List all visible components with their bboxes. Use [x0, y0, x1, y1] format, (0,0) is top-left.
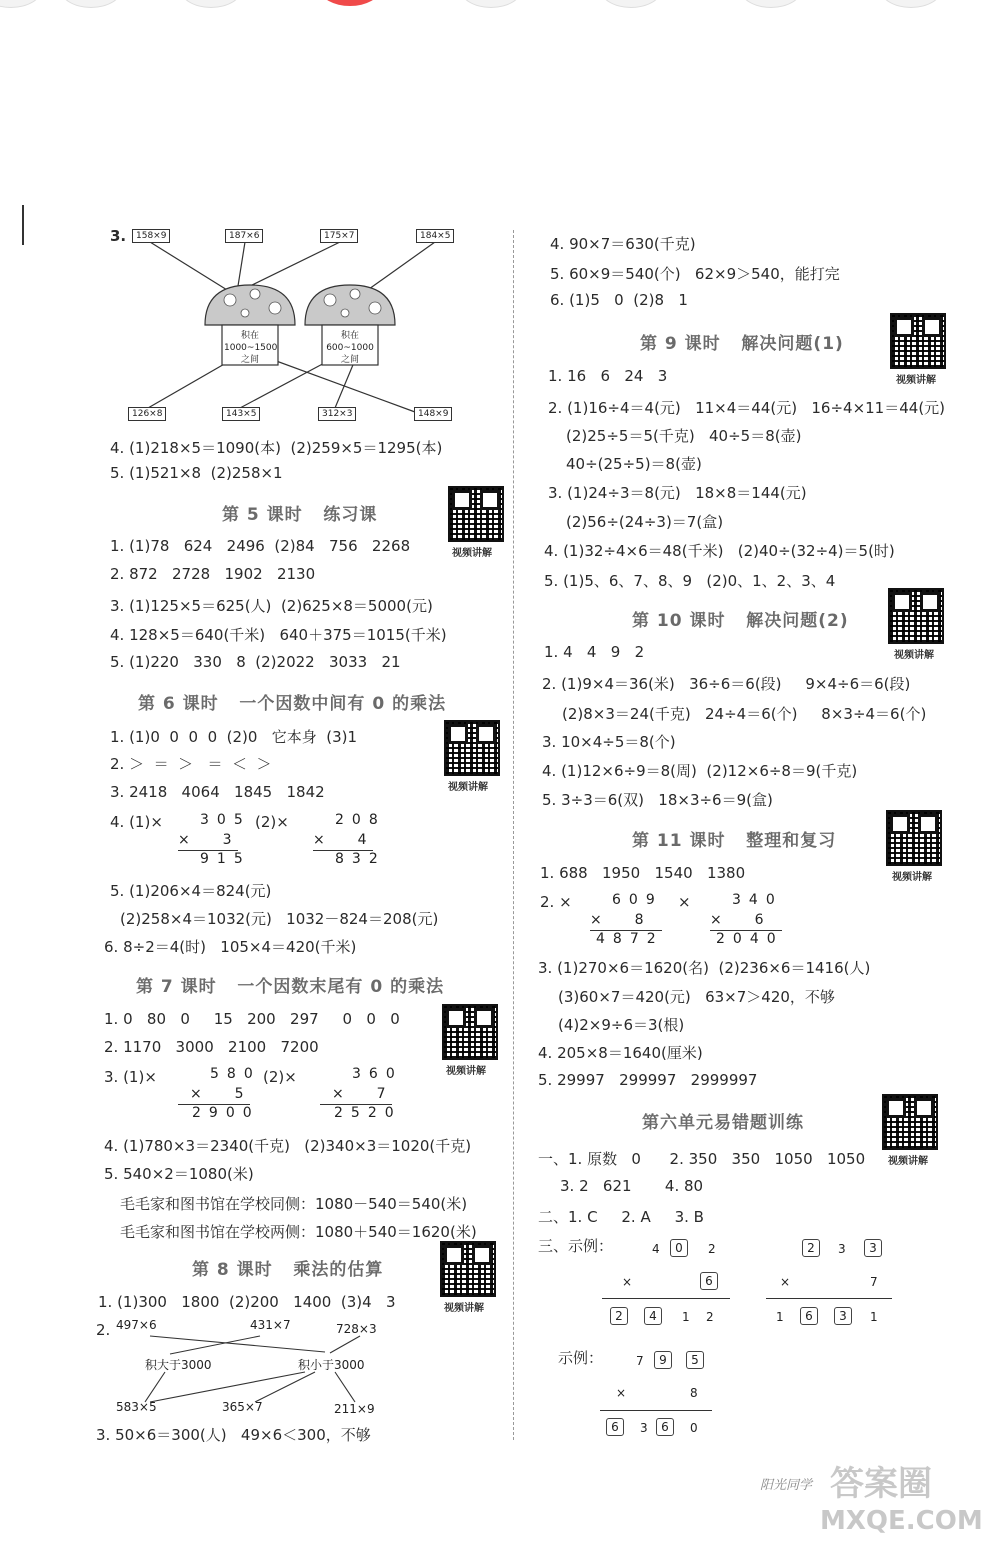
mushroom-label: 积在600~1000之间: [326, 331, 374, 365]
calc-multiplicand: 580: [210, 1066, 261, 1082]
estimation-item: 583×5: [116, 1400, 157, 1414]
answer-line: (2)56÷(24÷3)＝7(盒): [566, 513, 724, 531]
answer-line: 3. (1)24÷3＝8(元) 18×8＝144(元): [548, 484, 807, 502]
answer-line: 1. (1)0 0 0 0 (2)0 它本身 (3)1: [110, 728, 358, 746]
answer-line: 3. (1)×: [104, 1068, 157, 1086]
puzzle-box: 3: [834, 1307, 852, 1325]
puzzle-digit: 7: [870, 1275, 878, 1289]
qr-code-icon[interactable]: [440, 1241, 496, 1297]
answer-line: 三、示例：: [538, 1237, 614, 1255]
answer-line: 1. 16 6 24 3: [548, 367, 668, 385]
calc-result: 2900: [192, 1105, 260, 1121]
qr-caption: 视频讲解: [888, 1156, 928, 1167]
answer-line: 3. 2 621 4. 80: [560, 1177, 704, 1195]
estimation-category: 积小于3000: [298, 1358, 365, 1372]
q3-top-box: 184×5: [416, 229, 454, 243]
puzzle-box: 4: [644, 1307, 662, 1325]
qr-caption: 视频讲解: [448, 782, 488, 793]
answer-line: 5. (1)206×4＝824(元): [110, 882, 272, 900]
estimation-item: 728×3: [336, 1322, 377, 1336]
puzzle-digit: 3: [640, 1421, 648, 1435]
qr-caption: 视频讲解: [452, 548, 492, 559]
answer-line: 4. (1)32÷4×6＝48(千米) (2)40÷(32÷4)＝5(时): [544, 542, 895, 560]
top-decoration: [740, 0, 802, 8]
puzzle-digit: 1: [682, 1310, 690, 1324]
estimation-category: 积大于3000: [145, 1358, 212, 1372]
answer-line: (4)2×9÷6＝3(根): [558, 1016, 685, 1034]
puzzle-box: 3: [864, 1239, 882, 1257]
top-decoration: [460, 0, 522, 8]
qr-code-icon[interactable]: [444, 720, 500, 776]
calc-multiplier: × 3: [178, 832, 240, 848]
answer-line: 3. (1)125×5＝625(人) (2)625×8＝5000(元): [110, 597, 433, 615]
answer-line: 6. (1)5 0 (2)8 1: [550, 291, 688, 309]
puzzle-box: 9: [654, 1351, 672, 1369]
answer-line: 2.: [96, 1321, 111, 1339]
puzzle-digit: 0: [690, 1421, 698, 1435]
answer-line: 1. 688 1950 1540 1380: [540, 864, 746, 882]
answer-line: 一、1. 原数 0 2. 350 350 1050 1050: [538, 1150, 866, 1168]
multiply-sign: ×: [616, 1386, 627, 1400]
top-red-marker: [320, 0, 380, 6]
answer-line: 示例：: [558, 1349, 604, 1367]
q3-top-box: 158×9: [132, 229, 170, 243]
answer-line: 1. (1)300 1800 (2)200 1400 (3)4 3: [98, 1293, 396, 1311]
puzzle-digit: 2: [706, 1310, 714, 1324]
answer-line: 1. (1)78 624 2496 (2)84 756 2268: [110, 537, 411, 555]
top-decoration: [600, 0, 662, 8]
lesson-heading: 第 7 课时 一个因数末尾有 0 的乘法: [136, 977, 445, 997]
top-decoration: [60, 0, 122, 8]
answer-line: ×: [678, 893, 691, 911]
qr-caption: 视频讲解: [892, 872, 932, 883]
calc-multiplicand: 305: [200, 812, 251, 828]
q3-top-box: 187×6: [225, 229, 263, 243]
answer-line: 3. (1)270×6＝1620(名) (2)236×6＝1416(人): [538, 959, 871, 977]
answer-line: 4. (1)218×5＝1090(本) (2)259×5＝1295(本): [110, 439, 443, 457]
puzzle-digit: 8: [690, 1386, 698, 1400]
qr-caption: 视频讲解: [896, 375, 936, 386]
top-decoration: [180, 0, 242, 8]
column-separator: [513, 230, 514, 1440]
lesson-heading: 第 9 课时 解决问题(1): [640, 334, 844, 354]
answer-line: 5. 60×9＝540(个) 62×9＞540，能打完: [550, 265, 840, 283]
answer-line: 3. 50×6＝300(人) 49×6＜300，不够: [96, 1426, 371, 1444]
answer-line: 毛毛家和图书馆在学校同侧：1080－540＝540(米): [120, 1195, 468, 1213]
answer-line: (3)60×7＝420(元) 63×7＞420，不够: [558, 988, 835, 1006]
q3-bottom-box: 143×5: [222, 407, 260, 421]
calc-multiplier: × 5: [190, 1086, 252, 1102]
puzzle-digit: 1: [870, 1310, 878, 1324]
puzzle-box: 6: [606, 1418, 624, 1436]
answer-line: (2)25÷5＝5(千克) 40÷5＝8(壶): [566, 427, 802, 445]
answer-line: 毛毛家和图书馆在学校两侧：1080＋540＝1620(米): [120, 1223, 477, 1241]
top-decoration: [880, 0, 942, 8]
answer-line: 5. 29997 299997 2999997: [538, 1071, 758, 1089]
answer-line: 2. 1170 3000 2100 7200: [104, 1038, 319, 1056]
lesson-heading: 第 5 课时 练习课: [222, 505, 378, 525]
q3-bottom-box: 148×9: [414, 407, 452, 421]
calc-multiplicand: 609: [612, 892, 663, 908]
answer-line: 5. 3÷3＝6(双) 18×3÷6＝9(盒): [542, 791, 773, 809]
answer-line: 2. ×: [540, 893, 572, 911]
calc-multiplier: × 6: [710, 912, 772, 928]
brand-logo: 阳光同学: [760, 1478, 813, 1493]
qr-caption: 视频讲解: [446, 1066, 486, 1077]
lesson-heading: 第 6 课时 一个因数中间有 0 的乘法: [138, 694, 447, 714]
multiply-sign: ×: [780, 1275, 791, 1289]
multiply-sign: ×: [622, 1275, 633, 1289]
puzzle-box: 2: [610, 1307, 628, 1325]
top-decoration: [0, 0, 42, 8]
answer-line: 5. (1)521×8 (2)258×1: [110, 464, 283, 482]
calc-rule: [602, 1298, 730, 1299]
q3-top-box: 175×7: [320, 229, 358, 243]
answer-line: 1. 0 80 0 15 200 297 0 0 0: [104, 1010, 400, 1028]
estimation-item: 211×9: [334, 1402, 375, 1416]
calc-rule: [600, 1410, 712, 1411]
puzzle-digit: 4: [652, 1242, 660, 1256]
answer-line: 1. 4 4 9 2: [544, 643, 645, 661]
answer-line: 3. 10×4÷5＝8(个): [542, 733, 676, 751]
calc-result: 4872: [596, 931, 664, 947]
calc-rule: [766, 1298, 892, 1299]
mushroom-label: 积在1000~1500之间: [224, 331, 278, 365]
lesson-heading: 第 11 课时 整理和复习: [632, 831, 837, 851]
q3-bottom-box: 126×8: [128, 407, 166, 421]
answer-line: 4. (1)12×6÷9＝8(周) (2)12×6÷8＝9(千克): [542, 762, 858, 780]
puzzle-box: 6: [700, 1272, 718, 1290]
calc-result: 832: [335, 851, 386, 867]
watermark-url: MXQE.COM: [820, 1506, 983, 1536]
q3-label: 3.: [110, 227, 127, 245]
watermark-logo: 答案圈: [830, 1464, 932, 1504]
estimation-item: 431×7: [250, 1318, 291, 1332]
qr-code-icon[interactable]: [448, 486, 504, 542]
lesson-heading: 第 10 课时 解决问题(2): [632, 611, 849, 631]
answer-line: 4. 205×8＝1640(厘米): [538, 1044, 703, 1062]
calc-multiplier: × 8: [590, 912, 652, 928]
answer-line: 40÷(25÷5)＝8(壶): [566, 455, 702, 473]
answer-line: 4. (1)×: [110, 813, 163, 831]
calc-result: 2520: [334, 1105, 402, 1121]
answer-line: 二、1. C 2. A 3. B: [538, 1208, 704, 1226]
calc-multiplicand: 340: [732, 892, 783, 908]
qr-code-icon[interactable]: [888, 588, 944, 644]
qr-caption: 视频讲解: [444, 1303, 484, 1314]
lesson-heading: 第 8 课时 乘法的估算: [192, 1260, 384, 1280]
puzzle-digit: 1: [776, 1310, 784, 1324]
puzzle-digit: 3: [838, 1242, 846, 1256]
answer-line: (2)8×3＝24(千克) 24÷4＝6(个) 8×3÷4＝6(个): [562, 705, 927, 723]
qr-code-icon[interactable]: [882, 1094, 938, 1150]
qr-code-icon[interactable]: [442, 1004, 498, 1060]
calc-multiplier: × 7: [332, 1086, 394, 1102]
answer-line: 2. ＞ ＝ ＞ ＝ ＜ ＞: [110, 755, 272, 773]
qr-caption: 视频讲解: [894, 650, 934, 661]
margin-bar: [22, 205, 24, 245]
answer-line: 2. 872 2728 1902 2130: [110, 565, 316, 583]
calc-result: 915: [200, 851, 251, 867]
estimation-item: 497×6: [116, 1318, 157, 1332]
answer-line: (2)×: [263, 1068, 297, 1086]
answer-line: 3. 2418 4064 1845 1842: [110, 783, 325, 801]
puzzle-box: 0: [670, 1239, 688, 1257]
puzzle-digit: 2: [708, 1242, 716, 1256]
estimation-item: 365×7: [222, 1400, 263, 1414]
calc-multiplier: × 4: [313, 832, 375, 848]
answer-line: 5. 540×2＝1080(米): [104, 1165, 254, 1183]
puzzle-digit: 7: [636, 1354, 644, 1368]
calc-multiplicand: 360: [352, 1066, 403, 1082]
answer-line: 4. (1)780×3＝2340(千克) (2)340×3＝1020(千克): [104, 1137, 472, 1155]
answer-line: 5. (1)5、6、7、8、9 (2)0、1、2、3、4: [544, 572, 836, 590]
answer-line: 4. 90×7＝630(千克): [550, 235, 696, 253]
answer-line: 6. 8÷2＝4(时) 105×4＝420(千米): [104, 938, 357, 956]
puzzle-box: 2: [802, 1239, 820, 1257]
answer-line: 4. 128×5＝640(千米) 640＋375＝1015(千米): [110, 626, 447, 644]
answer-line: 5. (1)220 330 8 (2)2022 3033 21: [110, 653, 401, 671]
qr-code-icon[interactable]: [890, 313, 946, 369]
answer-line: 2. (1)9×4＝36(米) 36÷6＝6(段) 9×4÷6＝6(段): [542, 675, 911, 693]
q3-bottom-box: 312×3: [318, 407, 356, 421]
answer-line: (2)258×4＝1032(元) 1032－824＝208(元): [120, 910, 439, 928]
calc-result: 2040: [716, 931, 784, 947]
calc-multiplicand: 208: [335, 812, 386, 828]
unit-heading: 第六单元易错题训练: [642, 1113, 804, 1133]
puzzle-box: 6: [656, 1418, 674, 1436]
puzzle-box: 6: [800, 1307, 818, 1325]
answer-line: (2)×: [255, 813, 289, 831]
answer-line: 2. (1)16÷4＝4(元) 11×4＝44(元) 16÷4×11＝44(元): [548, 399, 946, 417]
puzzle-box: 5: [686, 1351, 704, 1369]
qr-code-icon[interactable]: [886, 810, 942, 866]
